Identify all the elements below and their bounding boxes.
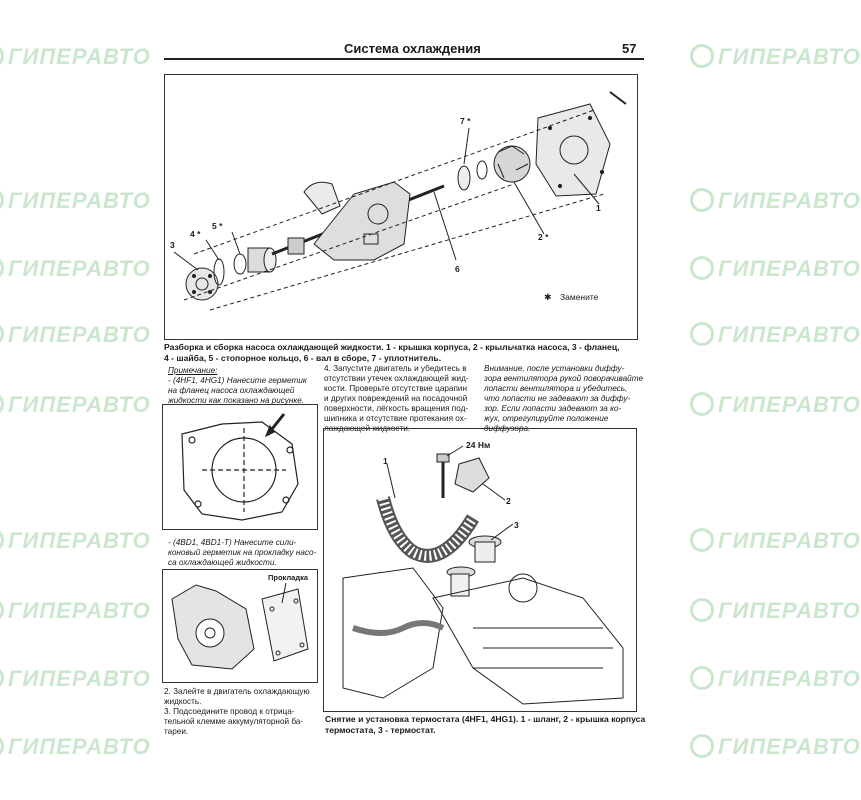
step-line-5: тареи.	[164, 727, 189, 736]
pump-caption-line2: 4 - шайба, 5 - стопорное кольцо, 6 - вал в сборе, 7 - уплотнитель.	[164, 353, 442, 363]
thermo-callout-3: 3	[514, 520, 519, 530]
note-title: Примечание:	[168, 366, 218, 375]
callout-3: 3	[170, 240, 175, 250]
callout-4: 4 *	[190, 229, 201, 239]
thermo-callout-1: 1	[383, 456, 388, 466]
warning-line-5: зор. Если лопасти задевают за ко-	[484, 404, 622, 413]
warning-line-2: зора вентилятора рукой поворачивайте	[484, 374, 644, 383]
note-line-3: жидкости как показано на рисунке.	[168, 396, 305, 405]
step-line-4: тельной клемме аккумуляторной ба-	[164, 717, 304, 726]
warning-line-1: Внимание, после установки диффу-	[484, 364, 625, 373]
thermo-caption-line2: термостата, 3 - термостат.	[325, 725, 436, 735]
callout-2: 2 *	[538, 232, 549, 242]
thermo-callout-2: 2	[506, 496, 511, 506]
mid-line-4: и других повреждений на посадочной	[324, 394, 468, 403]
thermo-caption-line1: Снятие и установка термостата (4HF1, 4HG1). 1 - шланг, 2 - крышка корпуса	[325, 714, 646, 724]
gasket-label: Прокладка	[268, 573, 309, 582]
flange-sealant-drawing	[162, 404, 316, 528]
callout-1: 1	[596, 203, 601, 213]
step-line-1: 2. Залейте в двигатель охлаждающую	[164, 687, 310, 696]
step-line-3: 3. Подсоедините провод к отрица-	[164, 707, 295, 716]
header-rule	[164, 58, 644, 60]
mid-line-6: шипника и отсутствие протекания ох-	[324, 414, 467, 423]
mid-line-7: лаждающей жидкости.	[324, 424, 411, 433]
pump-caption-line1: Разборка и сборка насоса охлаждающей жидкости. 1 - крышка корпуса, 2 - крыльчатка насоса, 3 - фланец,	[164, 342, 620, 352]
callout-5: 5 *	[212, 221, 223, 231]
warning-line-7: диффузора.	[484, 424, 531, 433]
thermostat-drawing	[323, 428, 635, 710]
note-line-1: - (4HF1, 4HG1) Нанесите гермeтик	[168, 376, 307, 385]
warning-line-3: лопасти вентилятора и убедитесь,	[484, 384, 628, 393]
step-line-2: жидкость.	[164, 697, 202, 706]
sealant-line-3: са охлаждающей жидкости.	[168, 558, 277, 567]
warning-line-4: что лопасти не задевают за диффу-	[484, 394, 631, 403]
mid-line-5: поверхности, лёгкость вращения под-	[324, 404, 469, 413]
replace-legend: Замените	[560, 292, 599, 302]
warning-line-6: жух, отрегулируйте положение	[484, 414, 609, 423]
mid-line-3: кости. Проверьте отсутствие царапин	[324, 384, 468, 393]
note-line-2: на фланец насоса охлаждающей	[168, 386, 295, 395]
torque-label: 24 Нм	[466, 440, 491, 450]
callout-7: 7 *	[460, 116, 471, 126]
gasket-drawing	[162, 569, 316, 681]
sealant-line-1: - (4BD1, 4BD1-T) Нанесите сили-	[168, 538, 297, 547]
mid-line-1: 4. Запустите двигатель и убедитесь в	[324, 364, 467, 373]
sealant-line-2: коновый герметик на прокладку насо-	[168, 548, 317, 557]
svg-text:✱: ✱	[544, 292, 552, 302]
callout-6: 6	[455, 264, 460, 274]
page-number: 57	[622, 41, 637, 56]
mid-line-2: отсутствии утечек охлаждающей жид-	[324, 374, 469, 383]
page-header-title: Система охлаждения	[344, 41, 481, 56]
